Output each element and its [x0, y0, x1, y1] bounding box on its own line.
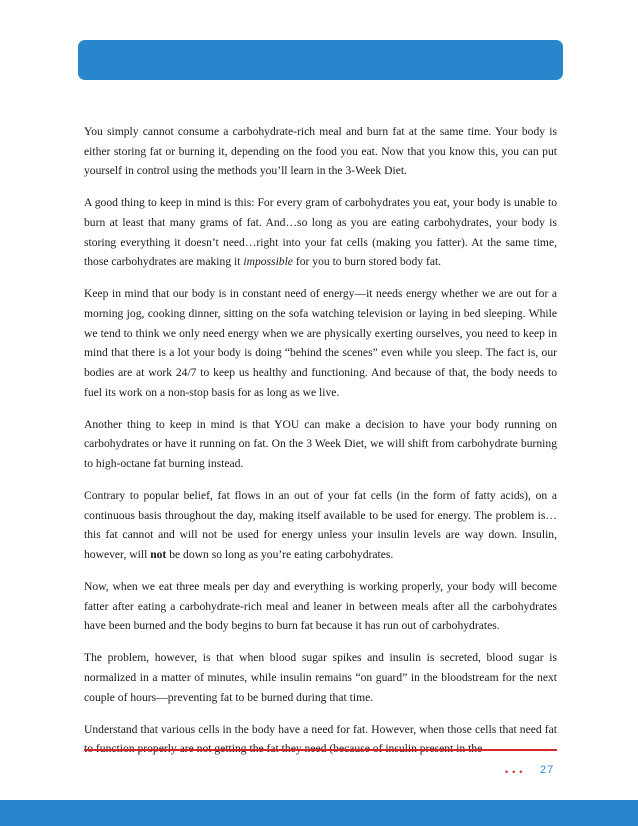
emphasis-impossible: impossible [243, 255, 293, 269]
footer-rule [84, 749, 557, 751]
header-bar [78, 40, 563, 80]
page-header-title: THE 3-WEEK DIET—INTRODUCTION MANUAL [101, 20, 347, 31]
paragraph-6: Now, when we eat three meals per day and everything is working properly, your body will become fatter after eating a carbohydrate-rich meal and leaner in between meals after all the carbohydrates have been burned and the body begins to burn fat because it has run out of carbohydrates. [84, 580, 557, 633]
paragraph-7: The problem, however, is that when blood sugar spikes and insulin is secreted, blood sugar is normalized in a matter of minutes, while insulin remains “on guard” in the bloodstream for the next couple of hours—preventing fat to be burned during that time. [84, 651, 557, 704]
paragraph-4: Another thing to keep in mind is that YOU can make a decision to have your body running on carbohydrates or have it running on fat. On the 3 Week Diet, we will shift from carbohydrate burning to high-octane fat burning instead. [84, 417, 557, 471]
paragraph-2: A good thing to keep in mind is this: For every gram of carbohydrates you eat, your body is unable to burn at least that many grams of fat. And…so long as you are eating carbohydrates, your body is storing everything it doesn’t need…right into your fat cells (making you fatter). At the same time, those carbohydrates are making it impossible for you to burn stored body fat. [84, 196, 557, 269]
page-number: 27 [540, 764, 555, 776]
paragraph-8: Understand that various cells in the body have a need for fat. However, when those cells that need fat [84, 722, 557, 736]
paragraph-1: You simply cannot consume a carbohydrate-rich meal and burn fat at the same time. Your body is either storing fat or burning it, depending on the food you eat. Now that you know this, you can put yourself in control using the methods you’ll learn in the 3-Week Diet. [84, 125, 557, 178]
footer-dots: ••• [505, 767, 527, 777]
body-text [84, 122, 557, 771]
paragraph-3: Keep in mind that our body is in constant need of energy—it needs energy whether we are out for a morning jog, cooking dinner, sitting on the sofa watching television or laying in bed sleeping. While we tend to think we only need energy when we are physically exerting ourselves, you need to keep in mind that there is a lot your body is doing “behind the scenes” even while you sleep. The fact is, our bodies are at work 24/7 to keep us healthy and functioning. And because of that, the body needs to fuel its work on a non-stop basis for as long as we live. [84, 287, 557, 399]
emphasis-not: not [150, 548, 167, 562]
bottom-band [0, 800, 638, 826]
paragraph-5: Contrary to popular belief, fat flows in an out of your fat cells (in the form of fatty acids), on a continuous basis throughout the day, making itself available to be used for energy. The problem is…this fat cannot and will not be used for energy unless your insulin levels are way down. Insulin, however, will not be down so long as you’re eating carbohydrates. [84, 489, 557, 562]
